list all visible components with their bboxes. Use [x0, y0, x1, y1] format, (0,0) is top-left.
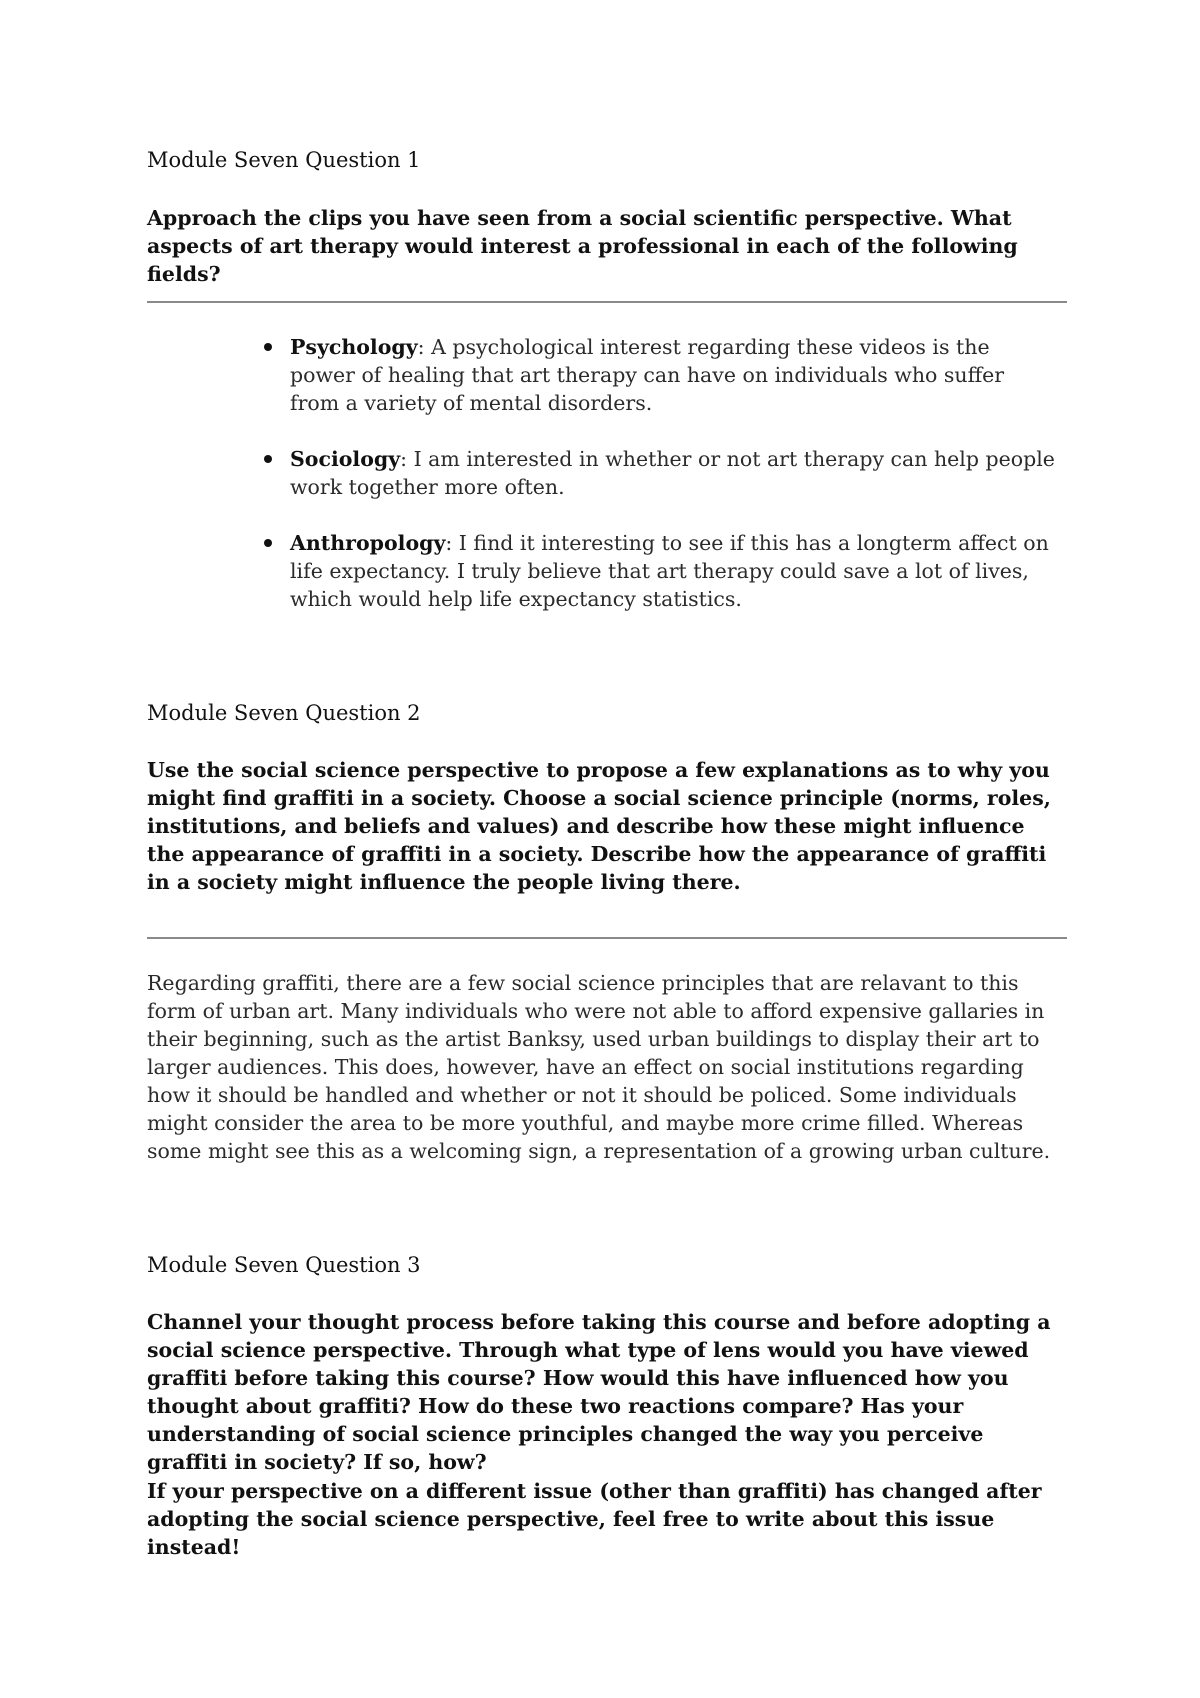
bullet-icon	[264, 343, 272, 351]
q2-prompt: Use the social science perspective to propose a few explanations as to why you might find graffiti in a society. Choose a social science principle (norms, roles, institutions, and beliefs and values) and describe how these might influence the appearance of graffiti in a society. Describe how the appearance of graffiti in a society might influence the people living there.	[147, 758, 1051, 894]
q1-answer-list	[258, 333, 1058, 641]
field-term: Psychology	[290, 335, 418, 359]
q3-prompt-note: If your perspective on a different issue (other than graffiti) has changed after adopting the social science perspective, feel free to write about this issue instead!	[147, 1479, 1042, 1559]
bullet-icon	[264, 539, 272, 547]
list-item	[258, 445, 1058, 501]
field-answer: : I am interested in whether or not art therapy can help people work together more often.	[290, 447, 1055, 499]
field-term: Anthropology	[290, 531, 446, 555]
q2-answer: Regarding graffiti, there are a few social science principles that are relavant to this form of urban art. Many individuals who were not able to afford expensive gallaries in their beginning, such as the artist Banksy, used urban buildings to display their art to larger audiences. This does, however, have an effect on social institutions regarding how it should be handled and whether or not it should be policed. Some individuals might consider the area to be more youthful, and maybe more crime filled. Whereas some might see this as a welcoming sign, a representation of a growing urban culture.	[147, 971, 1051, 1163]
q3-prompt: Channel your thought process before taking this course and before adopting a social science perspective. Through what type of lens would you have viewed graffiti before taking this course? How would this have influenced how you thought about graffiti? How do these two reactions compare? Has your understanding of social science principles changed the way you perceive graffiti in society? If so, how?	[147, 1310, 1051, 1474]
q2-divider	[147, 937, 1067, 939]
q2-heading: Module Seven Question 2	[147, 701, 421, 725]
q1-prompt: Approach the clips you have seen from a social scientific perspective. What aspects of art therapy would interest a professional in each of the following fields?	[147, 206, 1018, 286]
q1-heading: Module Seven Question 1	[147, 148, 421, 172]
field-answer: : I find it interesting to see if this has a longterm affect on life expectancy. I truly believe that art therapy could save a lot of lives, which would help life expectancy statistics.	[290, 531, 1049, 611]
field-term: Sociology	[290, 447, 401, 471]
q1-divider	[147, 301, 1067, 303]
list-item	[258, 333, 1058, 417]
bullet-icon	[264, 455, 272, 463]
list-item	[258, 529, 1058, 613]
q3-heading: Module Seven Question 3	[147, 1253, 421, 1277]
field-answer: : A psychological interest regarding these videos is the power of healing that art therapy can have on individuals who suffer from a variety of mental disorders.	[290, 335, 1005, 415]
